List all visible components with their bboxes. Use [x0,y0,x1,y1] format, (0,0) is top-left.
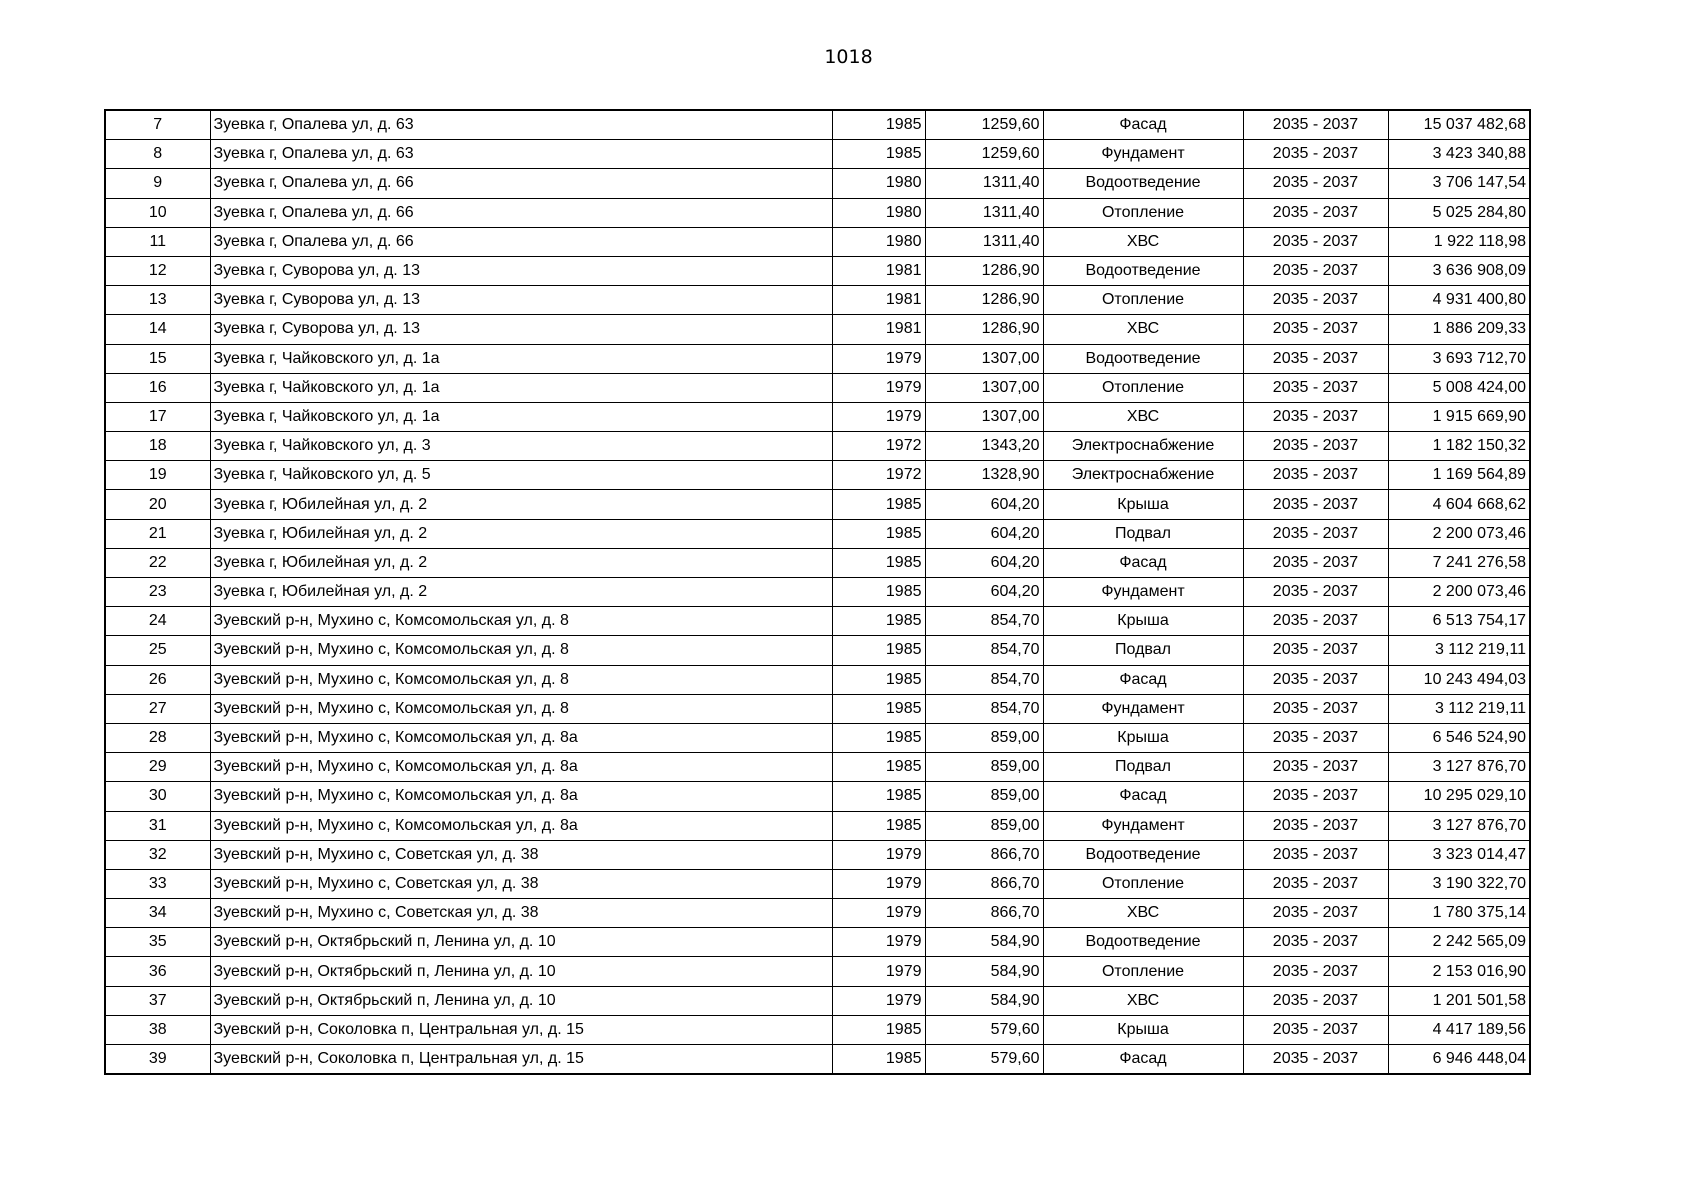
period-cell: 2035 - 2037 [1243,782,1388,811]
period-cell: 2035 - 2037 [1243,402,1388,431]
build-year-cell: 1972 [832,461,925,490]
row-number-cell: 35 [105,928,210,957]
address-cell: Зуевка г, Юбилейная ул, д. 2 [210,548,832,577]
address-cell: Зуевский р-н, Мухино с, Комсомольская ул, д. 8а [210,811,832,840]
cost-cell: 1 780 375,14 [1388,899,1530,928]
build-year-cell: 1979 [832,986,925,1015]
cost-cell: 3 127 876,70 [1388,811,1530,840]
table-row [105,256,1530,285]
table-row [105,315,1530,344]
address-cell: Зуевка г, Суворова ул, д. 13 [210,256,832,285]
table-row [105,665,1530,694]
build-year-cell: 1985 [832,490,925,519]
build-year-cell: 1979 [832,899,925,928]
row-number-cell: 28 [105,723,210,752]
area-cell: 854,70 [925,607,1043,636]
address-cell: Зуевский р-н, Мухино с, Комсомольская ул, д. 8 [210,636,832,665]
row-number-cell: 18 [105,432,210,461]
table-row [105,694,1530,723]
address-cell: Зуевский р-н, Октябрьский п, Ленина ул, д. 10 [210,957,832,986]
work-type-cell: Крыша [1043,1015,1243,1044]
cost-cell: 15 037 482,68 [1388,110,1530,140]
row-number-cell: 7 [105,110,210,140]
address-cell: Зуевка г, Опалева ул, д. 66 [210,227,832,256]
period-cell: 2035 - 2037 [1243,198,1388,227]
area-cell: 584,90 [925,986,1043,1015]
cost-cell: 10 295 029,10 [1388,782,1530,811]
area-cell: 1286,90 [925,256,1043,285]
period-cell: 2035 - 2037 [1243,286,1388,315]
table-row [105,607,1530,636]
row-number-cell: 31 [105,811,210,840]
cost-cell: 1 169 564,89 [1388,461,1530,490]
build-year-cell: 1979 [832,373,925,402]
build-year-cell: 1980 [832,198,925,227]
cost-cell: 1 201 501,58 [1388,986,1530,1015]
row-number-cell: 38 [105,1015,210,1044]
work-type-cell: Отопление [1043,957,1243,986]
address-cell: Зуевка г, Чайковского ул, д. 1а [210,373,832,402]
address-cell: Зуевка г, Юбилейная ул, д. 2 [210,578,832,607]
table-row [105,723,1530,752]
work-type-cell: ХВС [1043,402,1243,431]
area-cell: 1307,00 [925,373,1043,402]
work-type-cell: Фундамент [1043,694,1243,723]
period-cell: 2035 - 2037 [1243,256,1388,285]
build-year-cell: 1985 [832,665,925,694]
area-cell: 854,70 [925,636,1043,665]
build-year-cell: 1985 [832,636,925,665]
table-row [105,782,1530,811]
period-cell: 2035 - 2037 [1243,607,1388,636]
table-row [105,519,1530,548]
area-cell: 859,00 [925,723,1043,752]
row-number-cell: 33 [105,869,210,898]
area-cell: 859,00 [925,811,1043,840]
area-cell: 584,90 [925,928,1043,957]
row-number-cell: 9 [105,169,210,198]
work-type-cell: ХВС [1043,899,1243,928]
table-row [105,548,1530,577]
work-type-cell: Фасад [1043,665,1243,694]
address-cell: Зуевский р-н, Соколовка п, Центральная ул, д. 15 [210,1045,832,1075]
build-year-cell: 1980 [832,169,925,198]
work-type-cell: ХВС [1043,986,1243,1015]
work-type-cell: Водоотведение [1043,928,1243,957]
build-year-cell: 1985 [832,723,925,752]
table-row [105,753,1530,782]
work-type-cell: Электроснабжение [1043,461,1243,490]
work-type-cell: Фасад [1043,110,1243,140]
work-type-cell: Подвал [1043,636,1243,665]
cost-cell: 1 886 209,33 [1388,315,1530,344]
build-year-cell: 1985 [832,519,925,548]
area-cell: 1311,40 [925,227,1043,256]
address-cell: Зуевский р-н, Мухино с, Комсомольская ул, д. 8а [210,753,832,782]
row-number-cell: 24 [105,607,210,636]
area-cell: 1307,00 [925,402,1043,431]
cost-cell: 2 200 073,46 [1388,519,1530,548]
cost-cell: 4 604 668,62 [1388,490,1530,519]
cost-cell: 1 182 150,32 [1388,432,1530,461]
area-cell: 1311,40 [925,169,1043,198]
cost-cell: 1 915 669,90 [1388,402,1530,431]
build-year-cell: 1985 [832,1045,925,1075]
period-cell: 2035 - 2037 [1243,957,1388,986]
table-row [105,227,1530,256]
build-year-cell: 1979 [832,402,925,431]
build-year-cell: 1985 [832,1015,925,1044]
work-type-cell: ХВС [1043,227,1243,256]
cost-cell: 7 241 276,58 [1388,548,1530,577]
table-row [105,344,1530,373]
area-cell: 859,00 [925,753,1043,782]
address-cell: Зуевка г, Опалева ул, д. 66 [210,198,832,227]
work-type-cell: Отопление [1043,869,1243,898]
row-number-cell: 12 [105,256,210,285]
cost-cell: 3 127 876,70 [1388,753,1530,782]
cost-cell: 4 417 189,56 [1388,1015,1530,1044]
table-row [105,986,1530,1015]
build-year-cell: 1985 [832,140,925,169]
table-row [105,578,1530,607]
address-cell: Зуевка г, Опалева ул, д. 63 [210,110,832,140]
build-year-cell: 1985 [832,578,925,607]
period-cell: 2035 - 2037 [1243,986,1388,1015]
work-type-cell: ХВС [1043,315,1243,344]
cost-cell: 6 513 754,17 [1388,607,1530,636]
row-number-cell: 19 [105,461,210,490]
address-cell: Зуевский р-н, Октябрьский п, Ленина ул, д. 10 [210,928,832,957]
address-cell: Зуевка г, Опалева ул, д. 63 [210,140,832,169]
address-cell: Зуевка г, Чайковского ул, д. 5 [210,461,832,490]
cost-cell: 2 242 565,09 [1388,928,1530,957]
cost-cell: 3 112 219,11 [1388,694,1530,723]
area-cell: 866,70 [925,869,1043,898]
area-cell: 1286,90 [925,315,1043,344]
work-type-cell: Крыша [1043,607,1243,636]
table-row [105,899,1530,928]
row-number-cell: 20 [105,490,210,519]
cost-cell: 10 243 494,03 [1388,665,1530,694]
build-year-cell: 1985 [832,548,925,577]
area-cell: 1307,00 [925,344,1043,373]
table-row [105,840,1530,869]
work-type-cell: Крыша [1043,490,1243,519]
build-year-cell: 1981 [832,286,925,315]
row-number-cell: 29 [105,753,210,782]
cost-cell: 2 153 016,90 [1388,957,1530,986]
work-type-cell: Фундамент [1043,578,1243,607]
table-row [105,198,1530,227]
period-cell: 2035 - 2037 [1243,432,1388,461]
address-cell: Зуевка г, Юбилейная ул, д. 2 [210,519,832,548]
work-type-cell: Отопление [1043,198,1243,227]
address-cell: Зуевский р-н, Октябрьский п, Ленина ул, д. 10 [210,986,832,1015]
row-number-cell: 22 [105,548,210,577]
address-cell: Зуевка г, Суворова ул, д. 13 [210,286,832,315]
table-row [105,490,1530,519]
table-row [105,636,1530,665]
work-type-cell: Водоотведение [1043,344,1243,373]
row-number-cell: 32 [105,840,210,869]
address-cell: Зуевский р-н, Мухино с, Комсомольская ул, д. 8 [210,665,832,694]
row-number-cell: 34 [105,899,210,928]
cost-cell: 2 200 073,46 [1388,578,1530,607]
row-number-cell: 21 [105,519,210,548]
row-number-cell: 39 [105,1045,210,1075]
build-year-cell: 1979 [832,957,925,986]
build-year-cell: 1985 [832,607,925,636]
period-cell: 2035 - 2037 [1243,869,1388,898]
period-cell: 2035 - 2037 [1243,811,1388,840]
work-type-cell: Фундамент [1043,140,1243,169]
address-cell: Зуевский р-н, Мухино с, Комсомольская ул, д. 8а [210,782,832,811]
work-type-cell: Подвал [1043,519,1243,548]
table-row [105,869,1530,898]
table-row [105,1045,1530,1075]
table-row [105,811,1530,840]
table-row [105,140,1530,169]
row-number-cell: 14 [105,315,210,344]
address-cell: Зуевский р-н, Соколовка п, Центральная ул, д. 15 [210,1015,832,1044]
table-row [105,110,1530,140]
row-number-cell: 15 [105,344,210,373]
period-cell: 2035 - 2037 [1243,1015,1388,1044]
table-row [105,928,1530,957]
table-row [105,461,1530,490]
address-cell: Зуевка г, Суворова ул, д. 13 [210,315,832,344]
period-cell: 2035 - 2037 [1243,694,1388,723]
cost-cell: 3 423 340,88 [1388,140,1530,169]
address-cell: Зуевка г, Чайковского ул, д. 3 [210,432,832,461]
cost-cell: 1 922 118,98 [1388,227,1530,256]
table-row [105,286,1530,315]
address-cell: Зуевка г, Юбилейная ул, д. 2 [210,490,832,519]
area-cell: 866,70 [925,899,1043,928]
work-type-cell: Водоотведение [1043,840,1243,869]
work-type-cell: Отопление [1043,286,1243,315]
work-type-cell: Фасад [1043,782,1243,811]
build-year-cell: 1985 [832,753,925,782]
table-row [105,432,1530,461]
work-type-cell: Подвал [1043,753,1243,782]
row-number-cell: 30 [105,782,210,811]
period-cell: 2035 - 2037 [1243,753,1388,782]
row-number-cell: 10 [105,198,210,227]
row-number-cell: 25 [105,636,210,665]
area-cell: 1311,40 [925,198,1043,227]
period-cell: 2035 - 2037 [1243,169,1388,198]
address-cell: Зуевский р-н, Мухино с, Советская ул, д. 38 [210,869,832,898]
address-cell: Зуевский р-н, Мухино с, Советская ул, д. 38 [210,840,832,869]
row-number-cell: 11 [105,227,210,256]
period-cell: 2035 - 2037 [1243,344,1388,373]
period-cell: 2035 - 2037 [1243,723,1388,752]
period-cell: 2035 - 2037 [1243,490,1388,519]
row-number-cell: 36 [105,957,210,986]
area-cell: 579,60 [925,1045,1043,1075]
address-cell: Зуевский р-н, Мухино с, Комсомольская ул, д. 8 [210,694,832,723]
area-cell: 604,20 [925,578,1043,607]
build-year-cell: 1985 [832,811,925,840]
period-cell: 2035 - 2037 [1243,227,1388,256]
address-cell: Зуевка г, Чайковского ул, д. 1а [210,402,832,431]
period-cell: 2035 - 2037 [1243,548,1388,577]
build-year-cell: 1979 [832,928,925,957]
cost-cell: 6 546 524,90 [1388,723,1530,752]
cost-cell: 3 112 219,11 [1388,636,1530,665]
area-cell: 1259,60 [925,110,1043,140]
period-cell: 2035 - 2037 [1243,899,1388,928]
build-year-cell: 1981 [832,256,925,285]
period-cell: 2035 - 2037 [1243,636,1388,665]
area-cell: 1259,60 [925,140,1043,169]
period-cell: 2035 - 2037 [1243,110,1388,140]
table-row [105,373,1530,402]
row-number-cell: 13 [105,286,210,315]
period-cell: 2035 - 2037 [1243,578,1388,607]
area-cell: 604,20 [925,548,1043,577]
row-number-cell: 37 [105,986,210,1015]
period-cell: 2035 - 2037 [1243,1045,1388,1075]
area-cell: 866,70 [925,840,1043,869]
cost-cell: 4 931 400,80 [1388,286,1530,315]
address-cell: Зуевка г, Опалева ул, д. 66 [210,169,832,198]
period-cell: 2035 - 2037 [1243,928,1388,957]
cost-cell: 3 323 014,47 [1388,840,1530,869]
row-number-cell: 23 [105,578,210,607]
table-row [105,402,1530,431]
work-type-cell: Фасад [1043,1045,1243,1075]
area-cell: 854,70 [925,665,1043,694]
area-cell: 1286,90 [925,286,1043,315]
table-row [105,957,1530,986]
build-year-cell: 1979 [832,840,925,869]
period-cell: 2035 - 2037 [1243,461,1388,490]
row-number-cell: 27 [105,694,210,723]
work-type-cell: Фасад [1043,548,1243,577]
address-cell: Зуевский р-н, Мухино с, Комсомольская ул, д. 8а [210,723,832,752]
build-year-cell: 1972 [832,432,925,461]
period-cell: 2035 - 2037 [1243,140,1388,169]
cost-cell: 5 008 424,00 [1388,373,1530,402]
row-number-cell: 17 [105,402,210,431]
build-year-cell: 1985 [832,694,925,723]
period-cell: 2035 - 2037 [1243,519,1388,548]
row-number-cell: 16 [105,373,210,402]
period-cell: 2035 - 2037 [1243,315,1388,344]
page-number: 1018 [824,46,873,68]
row-number-cell: 8 [105,140,210,169]
build-year-cell: 1981 [832,315,925,344]
period-cell: 2035 - 2037 [1243,840,1388,869]
table-body [105,110,1530,1074]
work-type-cell: Электроснабжение [1043,432,1243,461]
build-year-cell: 1985 [832,782,925,811]
row-number-cell: 26 [105,665,210,694]
work-type-cell: Водоотведение [1043,169,1243,198]
cost-cell: 5 025 284,80 [1388,198,1530,227]
area-cell: 859,00 [925,782,1043,811]
build-year-cell: 1980 [832,227,925,256]
area-cell: 604,20 [925,490,1043,519]
work-type-cell: Водоотведение [1043,256,1243,285]
area-cell: 1328,90 [925,461,1043,490]
area-cell: 604,20 [925,519,1043,548]
period-cell: 2035 - 2037 [1243,373,1388,402]
cost-cell: 6 946 448,04 [1388,1045,1530,1075]
address-cell: Зуевский р-н, Мухино с, Советская ул, д. 38 [210,899,832,928]
area-cell: 854,70 [925,694,1043,723]
build-year-cell: 1979 [832,869,925,898]
address-cell: Зуевка г, Чайковского ул, д. 1а [210,344,832,373]
work-type-cell: Крыша [1043,723,1243,752]
repair-schedule-table [104,109,1531,1075]
table-row [105,1015,1530,1044]
cost-cell: 3 636 908,09 [1388,256,1530,285]
period-cell: 2035 - 2037 [1243,665,1388,694]
address-cell: Зуевский р-н, Мухино с, Комсомольская ул, д. 8 [210,607,832,636]
table-row [105,169,1530,198]
work-type-cell: Отопление [1043,373,1243,402]
cost-cell: 3 693 712,70 [1388,344,1530,373]
area-cell: 579,60 [925,1015,1043,1044]
build-year-cell: 1979 [832,344,925,373]
cost-cell: 3 190 322,70 [1388,869,1530,898]
build-year-cell: 1985 [832,110,925,140]
work-type-cell: Фундамент [1043,811,1243,840]
area-cell: 584,90 [925,957,1043,986]
cost-cell: 3 706 147,54 [1388,169,1530,198]
area-cell: 1343,20 [925,432,1043,461]
